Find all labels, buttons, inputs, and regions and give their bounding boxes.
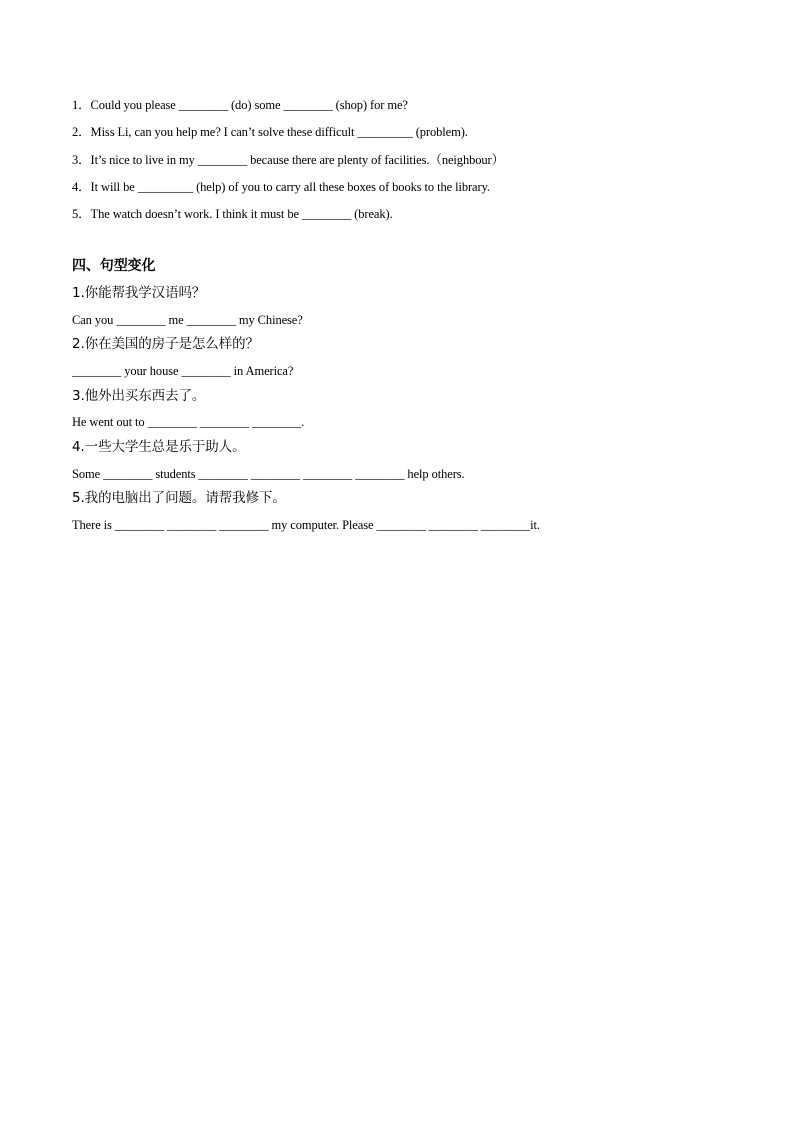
sentence-5-chinese: 5.我的电脑出了问题。请帮我修下。 [72,490,286,506]
fill-in-item-3: 3．It’s nice to live in my ________ because there are plenty of facilities.（neighbour） [72,153,505,167]
sentence-2-chinese: 2.你在美国的房子是怎么样的？ [72,336,259,352]
sentence-3-english: He went out to ________ ________ ________. [72,415,305,429]
sentence-1-chinese: 1.你能帮我学汉语吗？ [72,285,206,301]
sentence-2-english: ________ your house ________ in America? [72,364,294,378]
fill-in-item-1: 1．Could you please ________ (do) some ________ (shop) for me? [72,98,408,112]
section-four-title: 四、句型变化 [72,258,156,274]
sentence-4-chinese: 4.一些大学生总是乐于助人。 [72,439,246,455]
fill-in-item-4: 4．It will be _________ (help) of you to carry all these boxes of books to the library. [72,180,490,194]
sentence-1-english: Can you ________ me ________ my Chinese? [72,313,303,327]
fill-in-item-5: 5．The watch doesn’t work. I think it must be ________ (break). [72,207,393,221]
sentence-5-english: There is ________ ________ ________ my computer. Please ________ ________ ________it. [72,518,540,532]
fill-in-item-2: 2．Miss Li, can you help me? I can’t solve these difficult _________ (problem). [72,125,468,139]
sentence-4-english: Some ________ students ________ ________ ________ ________ help others. [72,467,465,481]
sentence-3-chinese: 3.他外出买东西去了。 [72,388,206,404]
